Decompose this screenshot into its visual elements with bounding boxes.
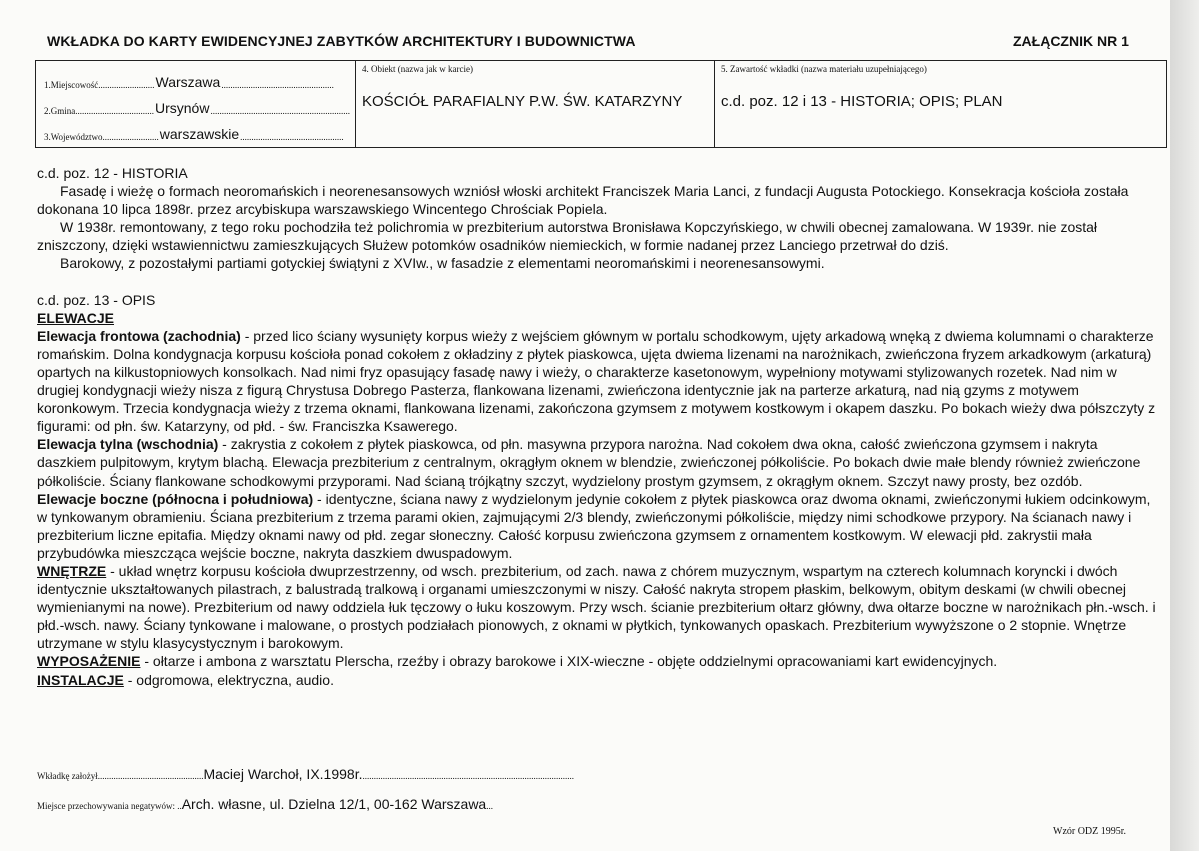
header-table bbox=[35, 60, 1167, 148]
obiekt-label: 4. Obiekt (nazwa jak w karcie) bbox=[362, 64, 473, 74]
author-value: Maciej Warchoł, IX.1998r. bbox=[203, 766, 363, 782]
elewacja-tylna: Elewacja tylna (wschodnia) - zakrystia z cokołem z płytek piaskowca, od płn. masywna przypora narożna. Nad cokołem dwa okna, całość zwieńczona gzymsem i nakryta daszkiem pulpitowym, krytym blachą. Elewacja prezbiterium z centralnym, okrągłym oknem w blendzie, zwieńczonej półkoliście. Po bokach dwie małe blendy również zwieńczone półkoliście. Ściany flankowane schodkowymi przyporami. Nad ścianą trójkątny szczyt, wydzielony prostym gzymsem, z okrągłym oknem. Szczyt nawy prosty, bez ozdób. bbox=[37, 436, 1141, 489]
zawartosc-value: c.d. poz. 12 i 13 - HISTORIA; OPIS; PLAN bbox=[721, 93, 1003, 110]
location-column bbox=[36, 61, 356, 147]
miejscowosc-value: Warszawa bbox=[155, 74, 221, 90]
wnetrze: WNĘTRZE - układ wnętrz korpusu kościoła dwuprzestrzenny, od wsch. prezbiterium, od zach. nawa z chórem muzycznym, wspartym na czterech kolumnach koryncki i dwóch identycznie ukształtowanych pilastrach, z balustradą tralkową i organami umieszczonymi w niszy. Całość nakryta stropem płaskim, belkowym, obitym deskami (w chwili obecnej wymienianymi na nowe). Prezbiterium od nawy oddziela łuk tęczowy o łuku koszowym. Przy wsch. ścianie prezbiterium ołtarz główny, dwa ołtarze boczne w narożnikach płn.-wsch. i płd.-wsch. nawy. Ściany tynkowane i malowane, o prostych podziałach pionowych, z oknami w płytkich, tynkowanych opaskach. Prezbiterium wywyższone o 2 stopnie. Wnętrze utrzymane w stylu klasycystycznym i barokowym. bbox=[37, 562, 1156, 652]
historia-heading: c.d. poz. 12 - HISTORIA bbox=[37, 165, 188, 181]
wojewodztwo-value: warszawskie bbox=[159, 126, 240, 142]
opis-heading: c.d. poz. 13 - OPIS bbox=[37, 291, 156, 308]
instalacje: INSTALACJE - odgromowa, elektryczna, audio. bbox=[37, 671, 334, 688]
elewacje-heading: ELEWACJE bbox=[37, 309, 115, 326]
document-title: WKŁADKA DO KARTY EWIDENCYJNEJ ZABYTKÓW ARCHITEKTURY I BUDOWNICTWA bbox=[47, 33, 636, 49]
miejscowosc-field: 1.Miejscowość ......................... Warszawa .................................................. bbox=[44, 74, 334, 90]
historia-paragraph-3: Barokowy, z pozostałymi partiami gotyckiej świątyni z XVIw., w fasadzie z elementami neoromańskimi i neorenesansowymi. bbox=[60, 255, 825, 272]
wojewodztwo-field: 3.Województwo ......................... warszawskie .............................................. bbox=[44, 126, 344, 142]
elewacje-boczne: Elewacje boczne (północna i południowa) - identyczne, ściana nawy z wydzielonym jedynie cokołem z płytek piaskowca oraz dwoma oknami, zwieńczonymi łukiem odcinkowym, w tynkowanym obramieniu. Ściana prezbiterium z trzema parami okien, zajmującymi 2/3 blendy, zwieńczonymi półkoliście, między nimi schodkowe przypory. Na ścianach nawy i prezbiterium liczne epitafia. Między oknami nawy od płd. zegar słoneczny. Całość korpusu zwieńczona gzymsem z ornamentem kostkowym. W elewacji płd. zakrystii mała przybudówka mieszcząca wejście boczne, nakryta daszkiem dwuspadowym. bbox=[37, 490, 1151, 561]
gmina-field: 2.Gmina ................................... Ursynów .............................................................. bbox=[44, 100, 350, 116]
footer-author: Wkładkę założył...............................................Maciej Warchoł, IX.1998r............................................................................................... bbox=[37, 766, 574, 782]
document-body bbox=[37, 164, 1157, 689]
historia-paragraph-2: W 1938r. remontowany, z tego roku pochodziła też polichromia w prezbiterium autorstwa Bronisława Kopczyńskiego, w chwili obecnej zamalowana. W 1939r. nie został zniszczony, dzięki wstawiennictwu zamieszkujących Służew potomków osadników niemieckich, w formie nadanej przez Lanciego przetrwał do dziś. bbox=[37, 219, 1098, 254]
object-column bbox=[356, 61, 715, 147]
elewacja-frontowa: Elewacja frontowa (zachodnia) - przed lico ściany wysunięty korpus wieży z wejściem głównym w portalu schodkowym, ujęty arkadową wnęką z dwiema kolumnami o charakterze romańskim. Dolna kondygnacja korpusu kościoła ponad cokołem z okładziny z płytek piaskowca, ujęta dwiema lizenami na narożnikach, zwieńczona fryzem arkadkowym (arkaturą) opartych na kilkustopniowych konsolkach. Nad nimi fryz opasujący fasadę nawy i wieży, o charakterze kasetonowym, wypełniony motywami stylizowanych rozetek. Nad nim w drugiej kondygnacji wieży nisza z figurą Chrystusa Dobrego Pasterza, flankowana lizenami, zwieńczona identycznie jak na parterze arkaturą, nad nią gzyms z motywem koronkowym. Trzecia kondygnacja wieży z trzema oknami, flankowana lizenami, zakończona gzymsem z motywem kostkowym i okapem daszku. Po bokach wieży dwa półszczyty z figurami: od płn. św. Katarzyny, od płd. - św. Franciszka Ksawerego. bbox=[37, 327, 1156, 435]
footer-negatives: Miejsce przechowywania negatywów: ..Arch. własne, ul. Dzielna 12/1, 00-162 Warszawa... bbox=[37, 796, 493, 812]
obiekt-value: KOŚCIÓŁ PARAFIALNY P.W. ŚW. KATARZYNY bbox=[362, 93, 683, 110]
gmina-value: Ursynów bbox=[155, 100, 210, 116]
historia-paragraph-1: Fasadę i wieżę o formach neoromańskich i neorenesansowych wzniósł włoski architekt Franciszek Maria Lanci, z fundacji Augusta Potockiego. Konsekracja kościoła została dokonana 10 lipca 1898r. przez arcybiskupa warszawskiego Wincentego Chrościak Popiela. bbox=[37, 183, 1129, 218]
negatives-value: Arch. własne, ul. Dzielna 12/1, 00-162 Warszawa bbox=[181, 796, 487, 812]
zawartosc-label: 5. Zawartość wkładki (nazwa materiału uzupełniającego) bbox=[721, 64, 927, 74]
annex-number: ZAŁĄCZNIK NR 1 bbox=[1013, 33, 1129, 49]
wyposazenie: WYPOSAŻENIE - ołtarze i ambona z warsztatu Plerscha, rzeźby i obrazy barokowe i XIX-wieczne - objęte oddzielnymi opracowaniami kart ewidencyjnych. bbox=[37, 653, 998, 670]
scan-edge bbox=[1170, 0, 1199, 851]
content-column bbox=[715, 61, 1166, 147]
form-template-version: Wzór ODZ 1995r. bbox=[1053, 826, 1127, 837]
